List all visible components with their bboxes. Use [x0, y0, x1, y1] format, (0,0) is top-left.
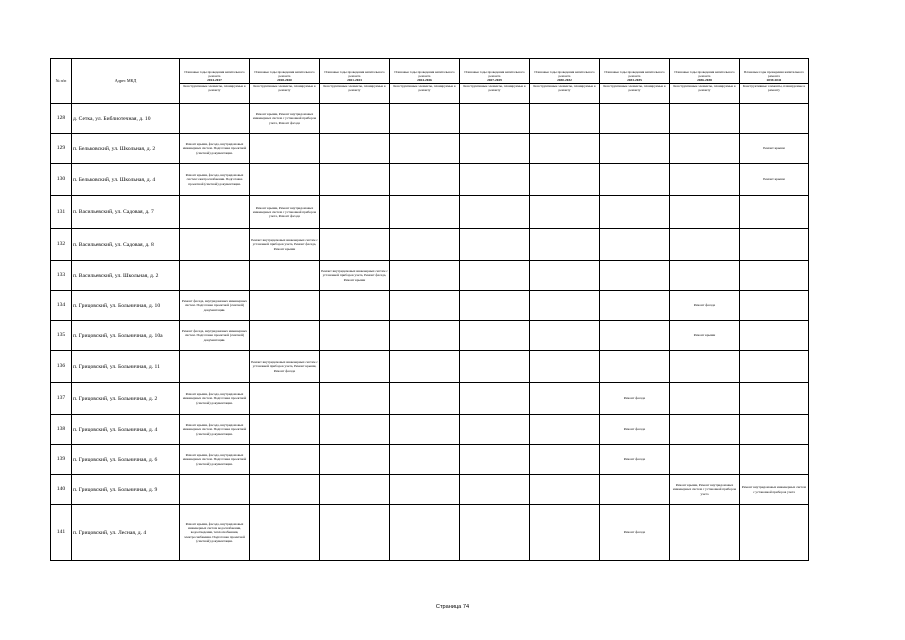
repair-cell — [390, 134, 460, 164]
row-number: 133 — [51, 261, 72, 291]
repair-cell — [390, 445, 460, 475]
header-period-6 — [530, 59, 600, 104]
row-number: 132 — [51, 229, 72, 261]
repair-cell — [670, 164, 740, 196]
table-header-row — [51, 59, 809, 104]
period-title: Плановые годы проведения капитального ремонта — [254, 70, 315, 78]
repair-cell — [670, 383, 740, 415]
repair-cell — [460, 291, 530, 321]
period-years: 2021-2023 — [347, 78, 362, 82]
row-number: 137 — [51, 383, 72, 415]
row-address: п. Грицовский, ул. Больничная, д. 10а — [72, 321, 180, 351]
repair-cell: Ремонт крыши, Ремонт внутридомовых инженерных систем с установкой приборов учета — [670, 475, 740, 505]
table-row — [51, 383, 809, 415]
repair-cell — [740, 229, 809, 261]
table-row — [51, 415, 809, 445]
period-subheading: Конструктивные элементы, планируемые к ремонту — [673, 84, 736, 92]
repair-cell — [320, 104, 390, 134]
repair-cell — [600, 134, 670, 164]
repair-cell — [250, 383, 320, 415]
period-years: 2036-2038 — [697, 78, 712, 82]
header-period-3 — [320, 59, 390, 104]
table-row — [51, 445, 809, 475]
repair-cell — [740, 196, 809, 229]
period-title: Плановые годы проведения капитального ремонта — [394, 70, 455, 78]
repair-cell — [390, 291, 460, 321]
repair-cell — [740, 415, 809, 445]
repair-cell — [530, 505, 600, 561]
header-period-2 — [250, 59, 320, 104]
row-number: 129 — [51, 134, 72, 164]
repair-cell — [390, 475, 460, 505]
repair-cell — [460, 351, 530, 383]
repair-cell — [530, 351, 600, 383]
header-address: Адрес МКД — [72, 59, 180, 104]
repair-cell — [250, 505, 320, 561]
row-address: п. Грицовский, ул. Больничная, д. 10 — [72, 291, 180, 321]
repair-cell: Ремонт фасада — [670, 291, 740, 321]
repair-cell — [530, 445, 600, 475]
header-period-1 — [180, 59, 250, 104]
repair-cell — [320, 475, 390, 505]
table-row — [51, 164, 809, 196]
repair-cell: Ремонт фасада — [600, 505, 670, 561]
repair-cell — [180, 196, 250, 229]
period-title: Плановые годы проведения капитального ремонта — [464, 70, 525, 78]
repair-cell — [670, 261, 740, 291]
row-address: п. Бельковский, ул. Школьная, д. 2 — [72, 134, 180, 164]
period-subheading: Конструктивные элементы, планируемые к ремонту — [533, 84, 596, 92]
header-period-5 — [460, 59, 530, 104]
table-row — [51, 229, 809, 261]
repair-cell — [320, 505, 390, 561]
repair-cell: Ремонт крыши, фасада, внутридомовых инженерных систем. Подготовка проектной (сметной) документации. — [180, 445, 250, 475]
repair-cell — [600, 164, 670, 196]
repair-cell: Ремонт крыши, Ремонт внутридомовых инженерных систем с установкой приборов учета, Ремонт фасада — [250, 196, 320, 229]
repair-cell — [250, 164, 320, 196]
repair-cell — [390, 229, 460, 261]
table-row — [51, 291, 809, 321]
repair-cell — [460, 415, 530, 445]
period-subheading: Конструктивные элементы, планируемые к ремонту — [323, 84, 386, 92]
repair-cell — [530, 196, 600, 229]
repair-cell — [250, 321, 320, 351]
repair-cell — [390, 196, 460, 229]
repair-cell — [670, 104, 740, 134]
repair-cell: Ремонт крыши, Ремонт внутридомовых инженерных систем с установкой приборов учета, Ремонт фасада — [250, 104, 320, 134]
table-row — [51, 505, 809, 561]
repair-cell — [390, 261, 460, 291]
repair-cell — [600, 229, 670, 261]
row-number: 136 — [51, 351, 72, 383]
row-address: д. Сетка, ул. Библиотечная, д. 10 — [72, 104, 180, 134]
repair-cell — [600, 291, 670, 321]
repair-cell — [250, 475, 320, 505]
repair-cell — [320, 415, 390, 445]
repair-cell — [180, 475, 250, 505]
repair-cell — [320, 445, 390, 475]
period-subheading: Конструктивные элементы, планируемые к ремонту — [183, 84, 246, 92]
repair-cell — [670, 505, 740, 561]
repair-cell — [390, 164, 460, 196]
repair-cell — [460, 475, 530, 505]
repair-cell — [530, 383, 600, 415]
repair-cell: Ремонт крыши, фасада, внутридомовых инженерных систем. Подготовка проектной (сметной) документации. — [180, 415, 250, 445]
repair-cell — [740, 291, 809, 321]
repair-cell — [670, 134, 740, 164]
table-body — [51, 104, 809, 561]
repair-cell — [530, 475, 600, 505]
repair-cell: Ремонт крыши, фасада, внутридомовых инженерных систем. Подготовка проектной (сметной) документации. — [180, 134, 250, 164]
repair-cell — [180, 351, 250, 383]
repair-cell — [320, 196, 390, 229]
row-number: 131 — [51, 196, 72, 229]
repair-cell — [530, 291, 600, 321]
repair-cell — [320, 383, 390, 415]
row-address: п. Бельковский, ул. Школьная, д. 4 — [72, 164, 180, 196]
row-number: 128 — [51, 104, 72, 134]
repair-cell: Ремонт фасада, внутридомовых инженерных систем. Подготовка проектной (сметной) документации. — [180, 321, 250, 351]
repair-cell — [740, 505, 809, 561]
repair-cell — [390, 351, 460, 383]
period-title: Плановые годы проведения капитального ремонта — [534, 70, 595, 78]
period-years: 2018-2020 — [277, 78, 292, 82]
table-row — [51, 261, 809, 291]
period-subheading: Конструктивные элементы, планируемые к ремонту — [463, 84, 526, 92]
repair-cell — [250, 261, 320, 291]
repair-cell — [600, 351, 670, 383]
row-number: 139 — [51, 445, 72, 475]
period-title: Плановые годы проведения капитального ремонта — [674, 70, 735, 78]
repair-cell — [460, 104, 530, 134]
table-row — [51, 475, 809, 505]
repair-cell — [530, 415, 600, 445]
header-period-4 — [390, 59, 460, 104]
repair-cell — [180, 104, 250, 134]
period-subheading: Конструктивные элементы, планируемые к ремонту — [393, 84, 456, 92]
row-number: 140 — [51, 475, 72, 505]
period-title: Плановые годы проведения капитального ремонта — [604, 70, 665, 78]
period-title: Плановые годы проведения капитального ремонта — [743, 70, 805, 78]
repair-cell — [530, 134, 600, 164]
repair-cell — [180, 261, 250, 291]
header-num: № п/п — [51, 59, 72, 104]
repair-cell — [460, 445, 530, 475]
row-address: п. Васильевский, ул. Садовая, д. 7 — [72, 196, 180, 229]
row-number: 130 — [51, 164, 72, 196]
repair-cell — [390, 104, 460, 134]
repair-cell — [600, 196, 670, 229]
row-number: 138 — [51, 415, 72, 445]
header-period-9 — [740, 59, 809, 104]
row-number: 135 — [51, 321, 72, 351]
repair-cell: Ремонт фасада, внутридомовых инженерных систем. Подготовка проектной (сметной) документации. — [180, 291, 250, 321]
repair-cell: Ремонт крыши — [670, 321, 740, 351]
repair-cell: Ремонт внутридомовых инженерных систем с установкой приборов учета, Ремонт крыши, Ремонт фасада — [250, 351, 320, 383]
repair-cell — [460, 196, 530, 229]
period-subheading: Конструктивные элементы, планируемые к ремонту — [742, 84, 806, 92]
table-row — [51, 321, 809, 351]
repair-cell — [320, 321, 390, 351]
repair-cell — [250, 134, 320, 164]
repair-cell — [390, 415, 460, 445]
repair-cell: Ремонт крыши, фасада, внутридомовых систем электроснабжения. Подготовка проектной (сметной) документации. — [180, 164, 250, 196]
repair-cell — [530, 164, 600, 196]
period-title: Плановые годы проведения капитального ремонта — [324, 70, 385, 78]
period-years: 2024-2026 — [417, 78, 432, 82]
repair-cell: Ремонт крыши — [740, 134, 809, 164]
repair-cell — [530, 261, 600, 291]
row-address: п. Грицовский, ул. Больничная, д. 11 — [72, 351, 180, 383]
repair-cell: Ремонт крыши, фасада, внутридомовых инженерных систем. Подготовка проектной (сметной) документации. — [180, 383, 250, 415]
repair-cell — [740, 261, 809, 291]
period-years: 2033-2035 — [627, 78, 642, 82]
table-row — [51, 351, 809, 383]
repair-cell — [460, 229, 530, 261]
repair-cell — [250, 415, 320, 445]
repair-cell — [740, 104, 809, 134]
repair-cell — [670, 196, 740, 229]
repair-cell: Ремонт фасада — [600, 445, 670, 475]
repair-cell: Ремонт крыши, фасада, внутридомовых инженерных систем водоснабжения, водоотведения, теплоснабжения, электроснабжения. Подготовка проектной (сметной) документации. — [180, 505, 250, 561]
repair-cell — [320, 134, 390, 164]
row-address: п. Васильевский, ул. Школьная, д. 2 — [72, 261, 180, 291]
repair-cell — [600, 321, 670, 351]
repair-cell — [740, 351, 809, 383]
repair-cell — [740, 321, 809, 351]
repair-cell — [320, 291, 390, 321]
capital-repair-table — [50, 58, 809, 561]
repair-cell — [250, 291, 320, 321]
row-address: п. Грицовский, ул. Больничная, д. 4 — [72, 415, 180, 445]
repair-cell — [320, 351, 390, 383]
repair-cell — [530, 321, 600, 351]
repair-cell: Ремонт фасада — [600, 383, 670, 415]
period-subheading: Конструктивные элементы, планируемые к ремонту — [603, 84, 666, 92]
row-number: 141 — [51, 505, 72, 561]
repair-cell — [460, 321, 530, 351]
period-title: Плановые годы проведения капитального ремонта — [184, 70, 245, 78]
row-number: 134 — [51, 291, 72, 321]
repair-cell — [670, 445, 740, 475]
repair-cell — [670, 229, 740, 261]
repair-cell — [460, 505, 530, 561]
repair-cell: Ремонт внутридомовых инженерных систем с установкой приборов учета — [740, 475, 809, 505]
header-period-8 — [670, 59, 740, 104]
repair-cell — [670, 415, 740, 445]
repair-cell — [600, 475, 670, 505]
page-number: Страница 74 — [435, 604, 470, 610]
repair-cell — [320, 229, 390, 261]
table-row — [51, 104, 809, 134]
repair-cell — [460, 134, 530, 164]
repair-cell — [390, 505, 460, 561]
period-subheading: Конструктивные элементы, планируемые к ремонту — [253, 84, 316, 92]
period-years: 2039-2041 — [766, 78, 782, 82]
table-row — [51, 196, 809, 229]
repair-cell — [530, 229, 600, 261]
repair-cell — [460, 164, 530, 196]
repair-cell — [740, 445, 809, 475]
repair-cell: Ремонт внутридомовых инженерных систем с установкой приборов учета, Ремонт фасада, Ремонт крыши — [320, 261, 390, 291]
repair-cell: Ремонт фасада — [600, 415, 670, 445]
row-address: п. Васильевский, ул. Садовая, д. 8 — [72, 229, 180, 261]
repair-cell — [740, 383, 809, 415]
repair-cell — [320, 164, 390, 196]
table-row — [51, 134, 809, 164]
repair-cell — [670, 351, 740, 383]
repair-cell: Ремонт внутридомовых инженерных систем с установкой приборов учета, Ремонт фасада, Ремонт крыши — [250, 229, 320, 261]
period-years: 2030-2032 — [557, 78, 572, 82]
repair-cell — [390, 383, 460, 415]
repair-cell — [600, 104, 670, 134]
repair-cell — [460, 261, 530, 291]
row-address: п. Грицовский, ул. Больничная, д. 6 — [72, 445, 180, 475]
header-period-7 — [600, 59, 670, 104]
repair-cell — [460, 383, 530, 415]
row-address: п. Грицовский, ул. Лесная, д. 4 — [72, 505, 180, 561]
repair-cell — [530, 104, 600, 134]
repair-cell — [390, 321, 460, 351]
period-years: 2027-2029 — [487, 78, 502, 82]
repair-cell — [250, 445, 320, 475]
row-address: п. Грицовский, ул. Больничная, д. 9 — [72, 475, 180, 505]
repair-cell: Ремонт крыши — [740, 164, 809, 196]
period-years: 2014-2017 — [207, 78, 222, 82]
repair-cell — [600, 261, 670, 291]
repair-cell — [180, 229, 250, 261]
row-address: п. Грицовский, ул. Больничная, д. 2 — [72, 383, 180, 415]
